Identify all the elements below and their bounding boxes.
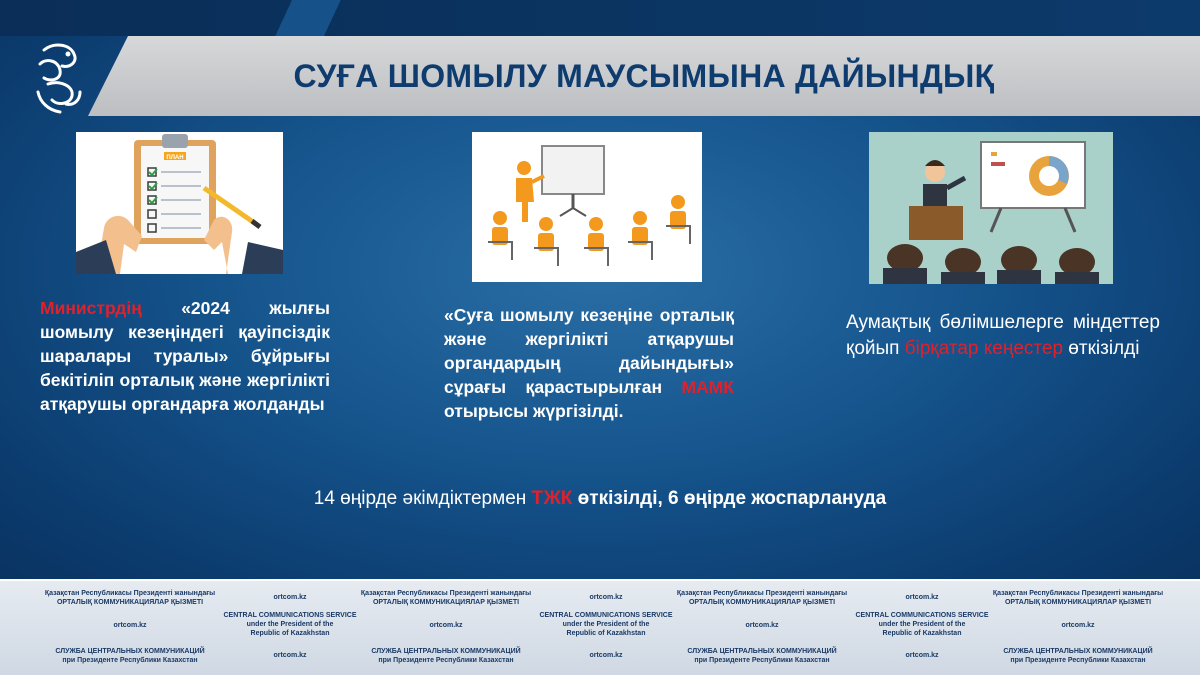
footer-kz-block: Қазақстан Республикасы Президенті жанындағы ОРТАЛЫҚ КОММУНИКАЦИЯЛАР ҚЫЗМЕТІ (676, 590, 848, 606)
plan-label: ПЛАН (166, 155, 184, 161)
footer-kz-block: Қазақстан Республикасы Президенті жанындағы ОРТАЛЫҚ КОММУНИКАЦИЯЛАР ҚЫЗМЕТІ (44, 590, 216, 606)
presentation-meeting-icon (472, 132, 702, 282)
footer-ru-block: СЛУЖБА ЦЕНТРАЛЬНЫХ КОММУНИКАЦИЙ при Президенте Республики Казахстан (371, 648, 521, 664)
mamk-part1-text: «Суға шомылу кезеңіне орталық және жергілікті атқарушы органдардың дайындығы» сұрағы қарастырылған (444, 305, 734, 397)
footer-site: ortcom.kz (429, 622, 463, 629)
summary-text (120, 488, 1080, 510)
plan-checklist-clipboard-icon (76, 132, 283, 274)
mamk-part2-text: отырысы жүргізілді. (444, 401, 624, 421)
footer-kz-block: Қазақстан Республикасы Президенті жанындағы ОРТАЛЫҚ КОММУНИКАЦИЯЛАР ҚЫЗМЕТІ (992, 590, 1164, 606)
footer-ru-block: СЛУЖБА ЦЕНТРАЛЬНЫХ КОММУНИКАЦИЙ при Президенте Республики Казахстан (55, 648, 205, 664)
page-title: СУҒА ШОМЫЛУ МАУСЫМЫНА ДАЙЫНДЫҚ (293, 57, 995, 94)
snow-leopard-logo-icon (30, 40, 86, 116)
footer-en-block: CENTRAL COMMUNICATIONS SERVICE under the President of the Republic of Kazakhstan (223, 612, 357, 637)
regional-red-text: бірқатар кеңестер (904, 338, 1064, 359)
footer-en-block: CENTRAL COMMUNICATIONS SERVICE under the President of the Republic of Kazakhstan (855, 612, 989, 637)
footer-site: ortcom.kz (273, 652, 307, 659)
speaker-conference-icon (869, 132, 1113, 284)
summary-red-text: ТЖК (531, 488, 573, 509)
footer-band (0, 579, 1200, 675)
regional-part1-text: Аумақтық бөлімшелерге міндеттер қойып (846, 312, 1160, 359)
regional-meetings-text (846, 310, 1160, 362)
footer-site: ortcom.kz (905, 594, 939, 601)
summary-part2-text: өткізілді, 6 өңірде жоспарлануда (572, 488, 887, 509)
regional-part2-text: өткізілді (1063, 338, 1140, 359)
footer-site: ortcom.kz (905, 652, 939, 659)
plan-image (76, 132, 283, 274)
ministry-red-text: Министрдің (40, 298, 142, 318)
footer-ru-block: СЛУЖБА ЦЕНТРАЛЬНЫХ КОММУНИКАЦИЙ при Президенте Республики Казахстан (687, 648, 837, 664)
footer-site: ortcom.kz (273, 594, 307, 601)
footer-en-block: CENTRAL COMMUNICATIONS SERVICE under the President of the Republic of Kazakhstan (539, 612, 673, 637)
footer-kz-block: Қазақстан Республикасы Президенті жанындағы ОРТАЛЫҚ КОММУНИКАЦИЯЛАР ҚЫЗМЕТІ (360, 590, 532, 606)
mamk-meeting-text (444, 303, 734, 423)
meeting-image (472, 132, 702, 282)
top-stripe (0, 0, 1200, 36)
summary-part1-text: 14 өңірде әкімдіктермен (313, 488, 532, 509)
conference-image (869, 132, 1113, 284)
footer-ru-block: СЛУЖБА ЦЕНТРАЛЬНЫХ КОММУНИКАЦИЙ при Президенте Республики Казахстан (1003, 648, 1153, 664)
footer-site: ortcom.kz (745, 622, 779, 629)
ministry-order-text (40, 296, 330, 416)
footer-site: ortcom.kz (1061, 622, 1095, 629)
footer-site: ortcom.kz (589, 652, 623, 659)
mamk-red-text: МАМК (681, 377, 734, 397)
footer-site: ortcom.kz (589, 594, 623, 601)
ministry-rest-text: «2024 жылғы шомылу кезеңіндегі қауіпсіздік шаралары туралы» бұйрығы бекітіліп орталық және жергілікті атқарушы органдарға жолданды (40, 298, 330, 414)
footer-site: ortcom.kz (113, 622, 147, 629)
